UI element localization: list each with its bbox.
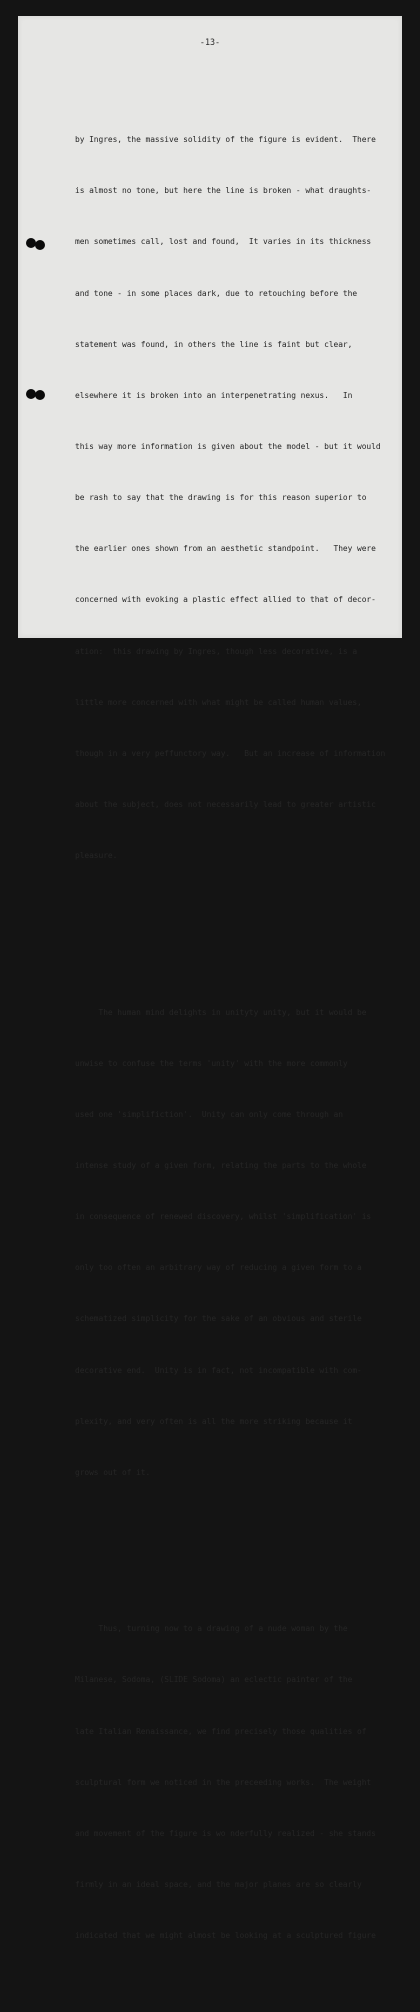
text-line: used one 'simplifiction'. Unity can only come through an bbox=[75, 1109, 343, 1119]
text-line: sculptural form we noticed in the preceeding works. The weight bbox=[75, 1777, 372, 1787]
binder-hole bbox=[35, 390, 45, 400]
text-line: Milanese, Sodoma, (SLIDE Sodoma) an eclectic painter of the bbox=[75, 1675, 353, 1685]
text-line: this way more information is given about the model - but it would bbox=[75, 442, 381, 452]
text-line: indicated that we might almost be looking at a sculptured figure bbox=[75, 1931, 376, 1941]
text-line: ation: this drawing by Ingres, though less decorative, is a bbox=[75, 646, 358, 656]
binder-hole bbox=[35, 240, 45, 250]
text-line: in consequence of renewed discovery, whilst 'simplification' is bbox=[75, 1212, 372, 1222]
text-line: the earlier ones shown from an aesthetic standpoint. They were bbox=[75, 544, 376, 554]
text-line: and movement of the figure is wo nderfully realized - she stands bbox=[75, 1828, 376, 1838]
text-line: men sometimes call, lost and found, It varies in its thickness bbox=[75, 237, 372, 247]
text-line: firmly in an ideal space, and the major planes are so clearly bbox=[75, 1879, 362, 1889]
text-line: decorative end. Unity is in fact, not incompatible with com- bbox=[75, 1365, 362, 1375]
text-line: unwise to confuse the terms 'unity' with the more commonly bbox=[75, 1058, 348, 1068]
text-line: late Italian Renaissance, we find precisely those qualities of bbox=[75, 1726, 367, 1736]
text-line: elsewhere it is broken into an interpenetrating nexus. In bbox=[75, 390, 353, 400]
text-line: intense study of a given form, relating the parts to the whole bbox=[75, 1161, 367, 1170]
paragraph-1 bbox=[75, 97, 391, 898]
page-number: -13- bbox=[199, 37, 221, 47]
text-line: concerned with evoking a plastic effect allied to that of decor- bbox=[75, 595, 376, 605]
text-line: about the subject, does not necessarily lead to greater artistic bbox=[75, 800, 376, 810]
text-line: by Ingres, the massive solidity of the figure is evident. There bbox=[75, 135, 376, 145]
paragraph-2 bbox=[75, 969, 391, 1515]
text-line: little more concerned with what might be called human values, bbox=[75, 697, 362, 707]
text-line: The human mind delights in unityty unity, but it would be bbox=[75, 1007, 367, 1017]
text-line: grows out of it. bbox=[75, 1467, 151, 1477]
body-text bbox=[75, 63, 391, 2012]
text-line: statement was found, in others the line is faint but clear, bbox=[75, 339, 353, 349]
text-line: pleasure. bbox=[75, 851, 118, 861]
text-line: plexity, and very often is all the more striking because it bbox=[75, 1416, 353, 1426]
text-line: though in a very peffunctory way. But an increase of information bbox=[75, 748, 386, 758]
paragraph-3 bbox=[75, 1586, 391, 1978]
typed-page bbox=[18, 16, 402, 1941]
text-line: and tone - in some places dark, due to retouching before the bbox=[75, 288, 358, 298]
text-line: is almost no tone, but here the line is broken - what draughts- bbox=[75, 186, 372, 196]
text-line: be rash to say that the drawing is for this reason superior to bbox=[75, 493, 367, 503]
text-line: only too often an arbitrary way of reducing a given form to a bbox=[75, 1263, 362, 1273]
text-line: schematized simplicity for the sake of an obvious and sterile bbox=[75, 1314, 362, 1324]
text-line: Thus, turning now to a drawing of a nude woman by the bbox=[75, 1624, 348, 1634]
